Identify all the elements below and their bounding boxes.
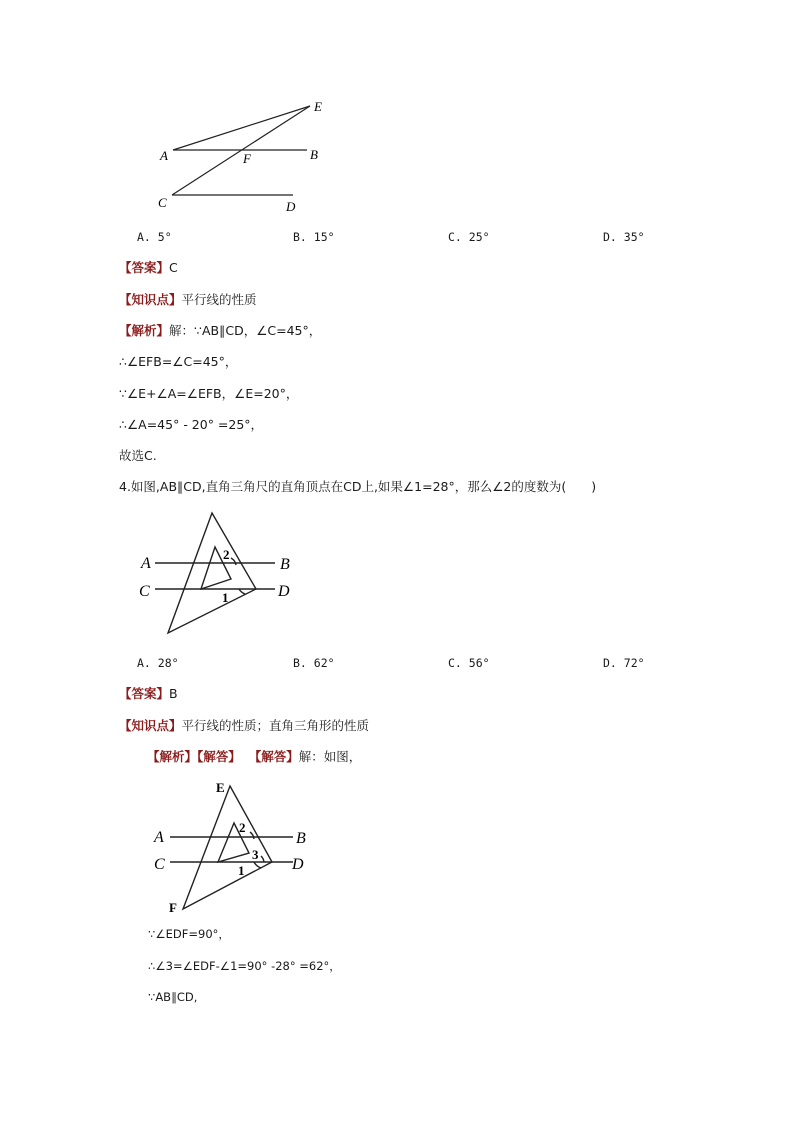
q3-analysis-line-1: 【解析】解：∵AB∥CD，∠C=45°， [119,323,322,338]
q4-analysis-intro: 【解析】【解答】 【解答】解：如图， [147,749,362,764]
q4-answer: 【答案】B [119,686,178,701]
label-f: F [169,900,177,915]
q4-option-b: B. 62° [293,656,335,670]
angle-1-arc [254,862,261,868]
figure-2 [135,505,305,645]
q3-option-a: A. 5° [137,230,172,244]
label-angle-1: 1 [222,590,229,605]
label-a: A [141,555,151,572]
angle-2-arc [231,558,236,565]
label-e: E [216,780,225,795]
label-angle-3: 3 [252,847,259,862]
q3-option-d: D. 35° [603,230,645,244]
line-ae [173,106,310,150]
triangle-ruler-outer [168,513,256,633]
q3-knowledge: 【知识点】平行线的性质 [119,292,257,307]
q3-analysis-line-5: 故选C. [119,448,157,463]
label-d: D [278,583,290,600]
label-b: B [296,830,306,847]
label-d: D [292,856,304,873]
q4-analysis-line-3: ∵AB∥CD, [148,990,198,1004]
q4-question: 4.如图,AB∥CD,直角三角尺的直角顶点在CD上,如果∠1=28°，那么∠2的度数为( ) [119,479,597,494]
label-d: D [286,199,296,214]
q3-answer: 【答案】C [119,260,178,275]
label-b: B [280,556,290,573]
label-a: A [160,148,168,163]
q4-knowledge: 【知识点】平行线的性质；直角三角形的性质 [119,718,370,733]
label-f: F [243,151,251,166]
label-angle-2: 2 [239,820,246,835]
label-c: C [158,195,167,210]
label-e: E [314,99,322,114]
label-b: B [310,147,318,162]
q3-analysis-line-4: ∴∠A=45° - 20° =25°， [119,417,264,432]
q3-analysis-line-2: ∴∠EFB=∠C=45°， [119,354,238,369]
q3-analysis-line-3: ∵∠E+∠A=∠EFB，∠E=20°， [119,386,299,401]
label-a: A [154,829,164,846]
q4-analysis-line-1: ∵∠EDF=90°， [148,927,230,941]
angle-3-arc [261,856,264,862]
triangle-ruler-outer [183,786,272,909]
q3-option-c: C. 25° [448,230,490,244]
figure-3 [150,776,320,918]
q4-option-a: A. 28° [137,656,179,670]
q4-option-c: C. 56° [448,656,490,670]
q3-option-b: B. 15° [293,230,335,244]
q4-analysis-line-2: ∴∠3=∠EDF-∠1=90° -28° =62°， [148,959,341,973]
label-c: C [139,583,150,600]
figure-1 [150,95,340,220]
label-angle-1: 1 [238,863,245,878]
angle-2-arc [250,832,254,839]
label-c: C [154,856,165,873]
label-angle-2: 2 [223,547,230,562]
angle-1-arc [239,589,245,594]
q4-option-d: D. 72° [603,656,645,670]
